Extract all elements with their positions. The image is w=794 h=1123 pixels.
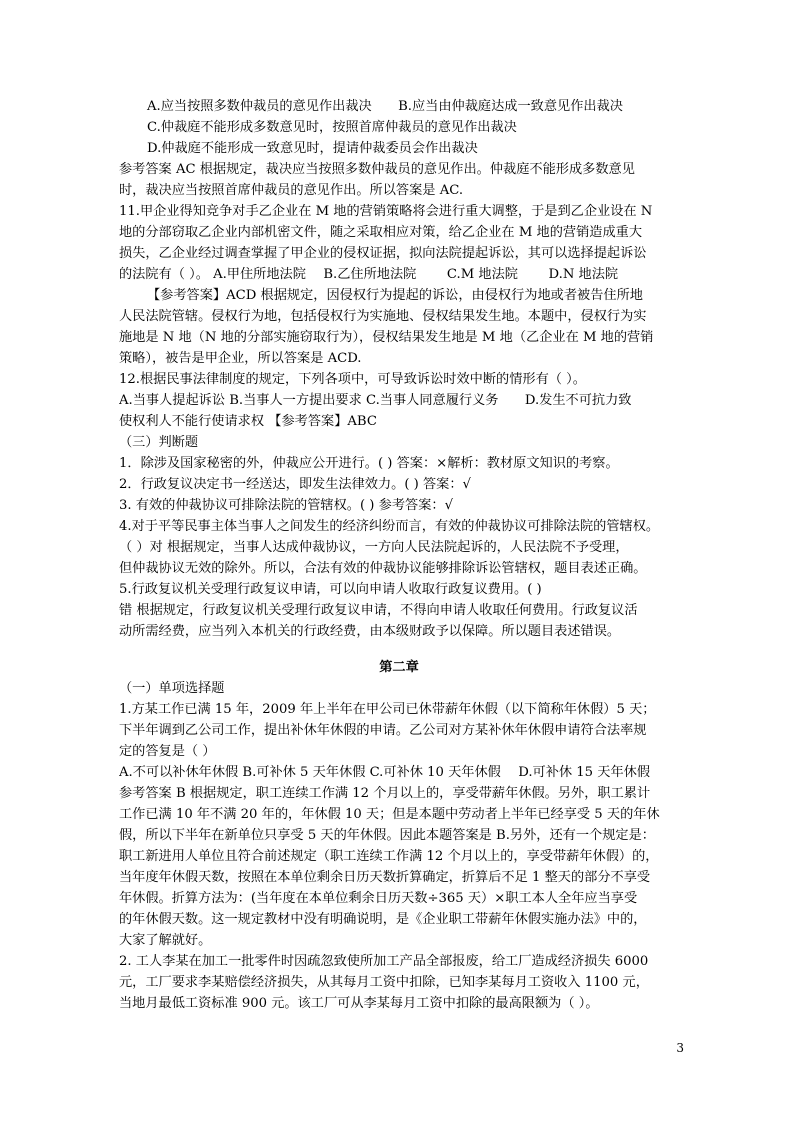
text-line: 策略），被告是甲企业，所以答案是 ACD. — [119, 351, 362, 366]
text-line: 定的答复是（ ） — [119, 744, 216, 759]
text-line: 1.方某工作已满 15 年，2009 年上半年在甲公司已休带薪年休假（以下简称年休假）5 天； — [119, 702, 656, 717]
text-line: A.当事人提起诉讼 B.当事人一方提出要求 C.当事人同意履行义务 D.发生不可抗力致 — [119, 393, 632, 408]
text-line: 5.行政复议机关受理行政复议申请，可以向申请人收取行政复议费用。( ) — [119, 582, 542, 597]
text-line: 损失，乙企业经过调查掌握了甲企业的侵权证据，拟向法院提起诉讼，其可以选择提起诉讼 — [119, 246, 647, 261]
text-line: 3. 有效的仲裁协议可排除法院的管辖权。( ) 参考答案：√ — [119, 498, 453, 513]
text-line: 当地月最低工资标准 900 元。该工厂可从李某每月工资中扣除的最高限额为（ ）。 — [119, 996, 599, 1011]
text-line: 的年休假天数。这一规定教材中没有明确说明，是《企业职工带薪年休假实施办法》中的， — [119, 912, 647, 927]
text-line: 1．除涉及国家秘密的外，仲裁应公开进行。( ) 答案：×解析：教材原文知识的考察。 — [119, 456, 619, 471]
text-line: 参考答案 B 根据规定，职工连续工作满 12 个月以上的，享受带薪年休假。另外，职工累计 — [119, 786, 651, 801]
text-line: 错 根据规定，行政复议机关受理行政复议申请，不得向申请人收取任何费用。行政复议活 — [119, 603, 638, 618]
text-line: C.仲裁庭不能形成多数意见时，按照首席仲裁员的意见作出裁决 — [147, 120, 517, 135]
text-line: 11.甲企业得知竞争对手乙企业在 M 地的营销策略将会进行重大调整，于是到乙企业设在 N — [119, 204, 653, 219]
text-line: 使权利人不能行使请求权 【参考答案】ABC — [119, 414, 377, 429]
text-line: （ ）对 根据规定，当事人达成仲裁协议，一方向人民法院起诉的，人民法院不予受理， — [119, 540, 629, 555]
section-heading: （三）判断题 — [119, 435, 199, 450]
text-line: A.不可以补休年休假 B.可补休 5 天年休假 C.可补休 10 天年休假 D.可补休 15 天年休假 — [119, 765, 651, 780]
text-line: 大家了解就好。 — [119, 933, 212, 948]
text-line: 参考答案 AC 根据规定，裁决应当按照多数仲裁员的意见作出。仲裁庭不能形成多数意见 — [119, 162, 635, 177]
text-line: 4.对于平等民事主体当事人之间发生的经济纠纷而言，有效的仲裁协议可排除法院的管辖权。 — [119, 519, 660, 534]
page-number: 3 — [676, 1041, 684, 1055]
text-line: 但仲裁协议无效的除外。所以，合法有效的仲裁协议能够排除诉讼管辖权，题目表述正确。 — [119, 561, 647, 576]
text-line: A.应当按照多数仲裁员的意见作出裁决 B.应当由仲裁庭达成一致意见作出裁决 — [147, 99, 623, 114]
text-line: 假，所以下半年在新单位只享受 5 天的年休假。因此本题答案是 B.另外，还有一个规定是： — [119, 828, 655, 843]
text-line: 时，裁决应当按照首席仲裁员的意见作出。所以答案是 AC. — [119, 183, 464, 198]
text-line: 当年度年休假天数，按照在本单位剩余日历天数折算确定，折算后不足 1 整天的部分不享受 — [119, 870, 651, 885]
text-line: 元，工厂要求李某赔偿经济损失，从其每月工资中扣除，已知李某每月工资收入 1100 元， — [119, 975, 649, 990]
text-line: 12.根据民事法律制度的规定，下列各项中，可导致诉讼时效中断的情形有（ ）。 — [119, 372, 586, 387]
text-line: D.仲裁庭不能形成一致意见时，提请仲裁委员会作出裁决 — [147, 141, 478, 156]
section-heading: （一）单项选择题 — [119, 681, 225, 696]
text-line: 人民法院管辖。侵权行为地，包括侵权行为实施地、侵权结果发生地。本题中，侵权行为实 — [119, 309, 647, 324]
chapter-title: 第二章 — [379, 660, 419, 675]
text-line: 下半年调到乙公司工作，提出补休年休假的申请。乙公司对方某补休年休假申请符合法率规 — [119, 723, 647, 738]
text-line: 【参考答案】ACD 根据规定，因侵权行为提起的诉讼，由侵权行为地或者被告住所地 — [147, 288, 643, 303]
text-line: 的法院有（ ）。 A.甲住所地法院 B.乙住所地法院 C.M 地法院 D.N 地法院 — [119, 267, 619, 282]
text-line: 年休假。折算方法为：(当年度在本单位剩余日历天数÷365 天）×职工本人全年应当享受 — [119, 891, 638, 906]
page-content — [119, 96, 679, 1014]
text-line: 职工新进用人单位且符合前述规定（职工连续工作满 12 个月以上的，享受带薪年休假）的， — [119, 849, 659, 864]
text-line: 2. 工人李某在加工一批零件时因疏忽致使所加工产品全部报废，给工厂造成经济损失 6000 — [119, 954, 649, 969]
text-line: 2．行政复议决定书一经送达，即发生法律效力。( ) 答案：√ — [119, 477, 471, 492]
text-line: 动所需经费，应当列入本机关的行政经费，由本级财政予以保障。所以题目表述错误。 — [119, 624, 621, 639]
text-line: 施地是 N 地（N 地的分部实施窃取行为），侵权结果发生地是 M 地（乙企业在 M 地的营销 — [119, 330, 654, 345]
text-line: 地的分部窃取乙企业内部机密文件，随之采取相应对策，给乙企业在 M 地的营销造成重大 — [119, 225, 643, 240]
text-line: 工作已满 10 年不满 20 年的，年休假 10 天；但是本题中劳动者上半年已经享受 5 天的年休 — [119, 807, 660, 822]
